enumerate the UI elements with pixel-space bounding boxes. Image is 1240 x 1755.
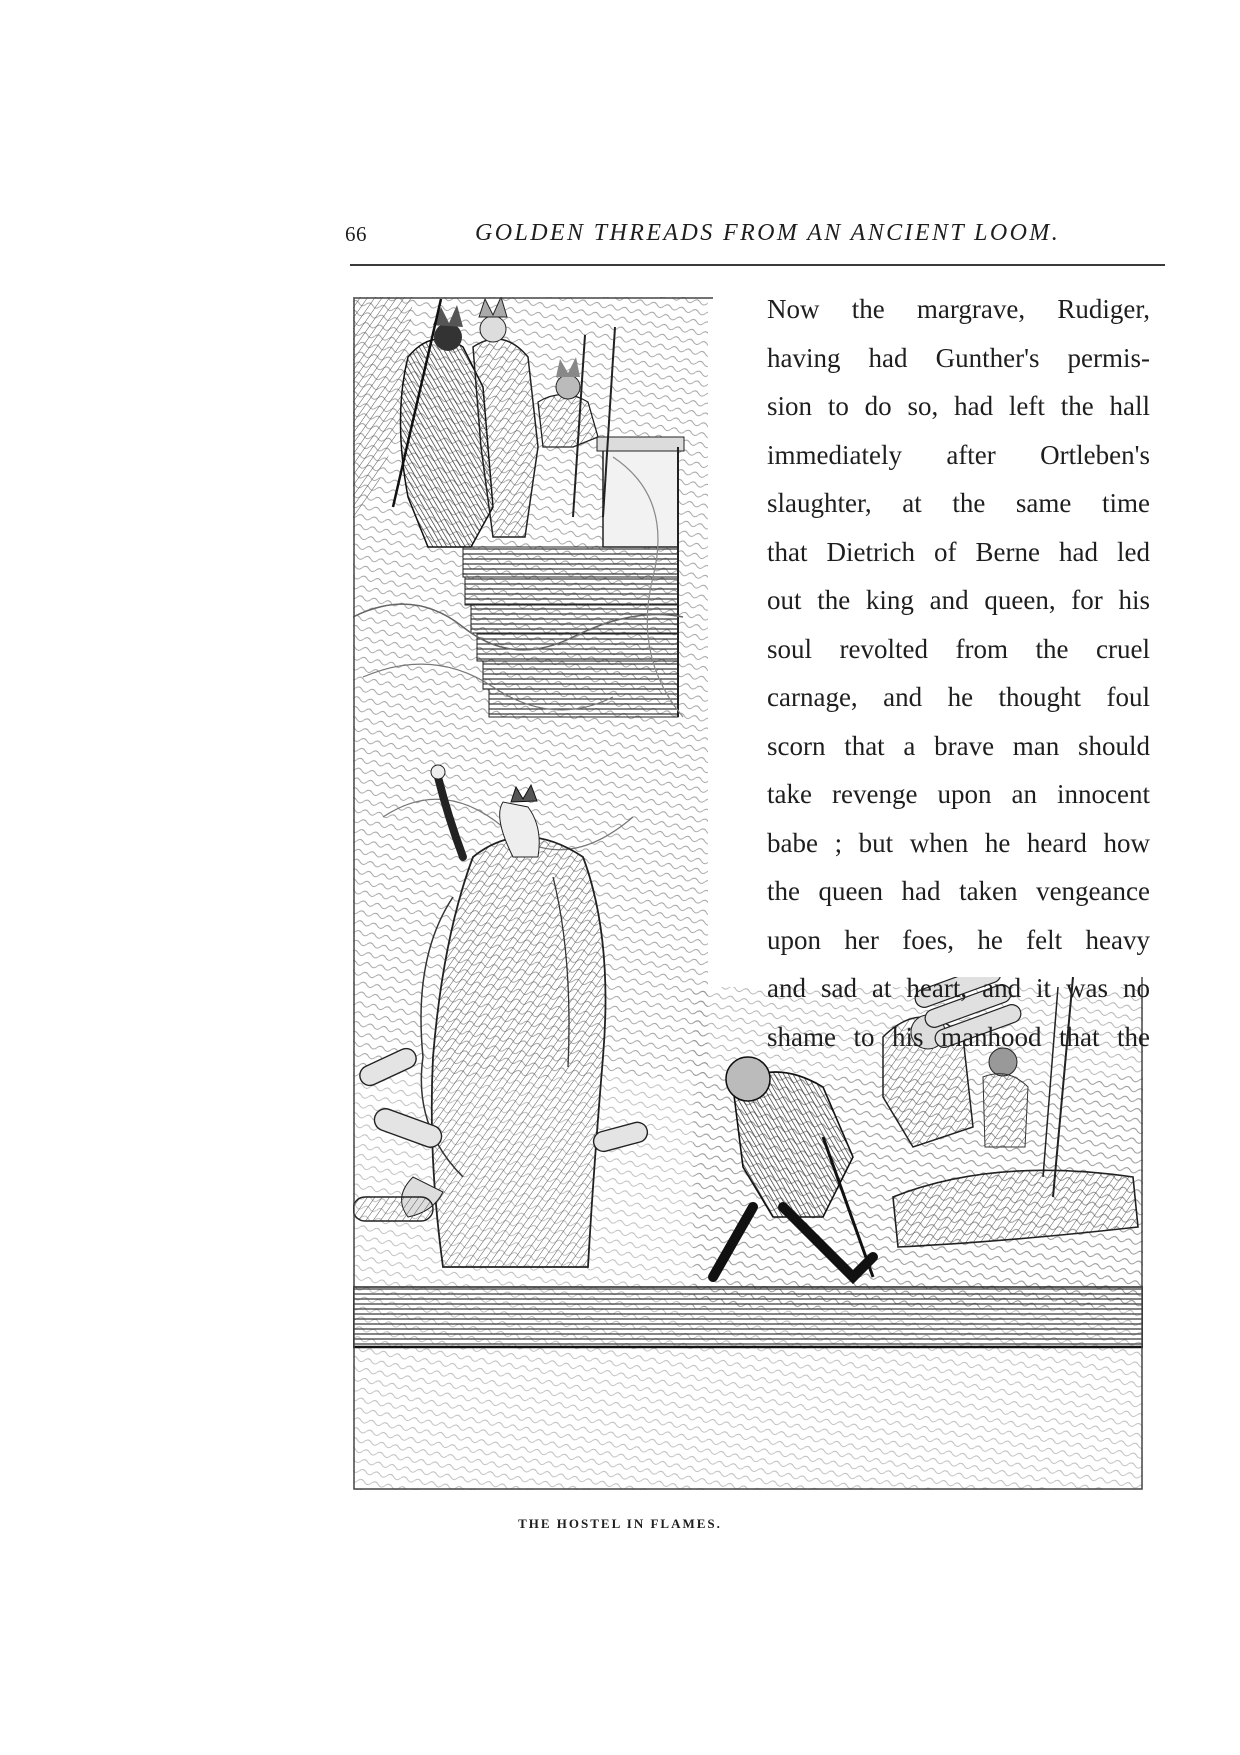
text-line: take revenge upon an innocent (767, 779, 1150, 809)
text-line: upon her foes, he felt heavy (767, 924, 1150, 955)
running-title: GOLDEN THREADS FROM AN ANCIENT LOOM. (475, 220, 1061, 246)
text-line: and sad at heart, and it was no (767, 973, 1150, 1003)
text-line: shame to his manhood that the (767, 1021, 1150, 1052)
text-line: slaughter, at the same time (767, 488, 1150, 518)
text-line: Now the margrave, Rudiger, (767, 294, 1150, 324)
text-line: the queen had taken vengeance (767, 876, 1150, 906)
running-header (345, 218, 1165, 252)
page-number: 66 (345, 222, 367, 246)
text-line: babe ; but when he heard how (767, 827, 1150, 858)
text-line: that Dietrich of Berne had led (767, 536, 1150, 567)
text-line: soul revolted from the cruel (767, 633, 1150, 664)
header-rule (350, 264, 1165, 266)
text-line: sion to do so, had left the hall (767, 391, 1150, 421)
text-line: having had Gunther's permis- (767, 342, 1150, 373)
text-line: out the king and queen, for his (767, 585, 1150, 615)
text-line: carnage, and he thought foul (767, 682, 1150, 712)
body-paragraph (767, 285, 1150, 1061)
text-line: immediately after Ortleben's (767, 439, 1150, 470)
figure-caption: THE HOSTEL IN FLAMES. (518, 1516, 722, 1531)
text-line: scorn that a brave man should (767, 730, 1150, 761)
